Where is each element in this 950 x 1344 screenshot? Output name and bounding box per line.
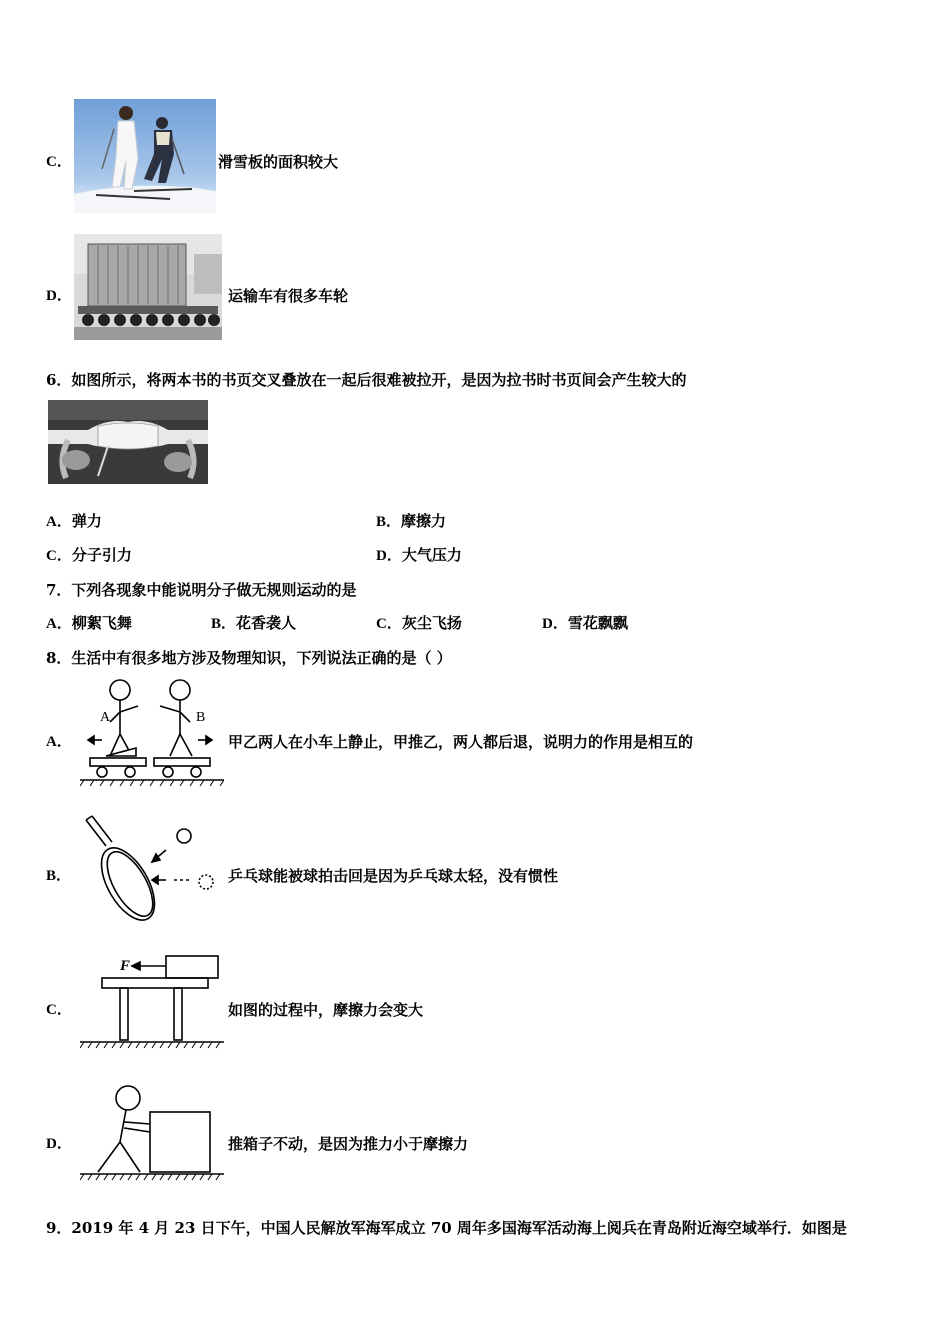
skier-photo [74,99,216,213]
pushing-box-figure [80,1080,224,1190]
person-a-label: A [100,710,111,725]
q6-option-c [46,546,132,566]
q8-option-a-text: 甲乙两人在小车上静止，甲推乙，两人都后退，说明力的作用是相互的 [228,733,694,751]
person-b-label: B [196,710,206,725]
q7-option-d [542,614,628,634]
q8-stem: 8．生活中有很多地方涉及物理知识，下列说法正确的是（ ） [46,649,452,667]
q6-option-a-label: A． [46,514,72,530]
option-d-label: D． [46,288,72,304]
transport-truck-photo [74,234,222,340]
q8-option-c-text: 如图的过程中，摩擦力会变大 [228,1001,424,1019]
q6-option-d-text: 大气压力 [401,548,462,564]
q7-option-c [376,614,462,634]
q7-option-c-text: 灰尘飞扬 [401,616,462,632]
force-label: F [120,958,131,974]
q8-option-d-text: 推箱子不动，是因为推力小于摩擦力 [228,1135,469,1153]
q6-stem: 6．如图所示，将两本书的书页交叉叠放在一起后很难被拉开，是因为拉书时书页间会产生较大的 [46,371,687,389]
q8-option-d-label: D． [46,1136,72,1152]
q8-option-a-label: A． [46,734,72,750]
q7-option-a-text: 柳絮飞舞 [71,616,132,632]
option-d-text: 运输车有很多车轮 [228,287,349,305]
interleaved-books-photo [48,400,208,484]
q6-option-b [376,512,446,532]
q8-option-c-label: C． [46,1002,72,1018]
q8-option-b-text: 乒乓球能被球拍击回是因为乒乓球太轻，没有惯性 [228,867,559,885]
q7-option-b [211,614,296,634]
q7-option-a [46,614,132,634]
q7-option-a-label: A． [46,616,72,632]
q6-option-a-text: 弹力 [71,514,102,530]
q6-option-c-text: 分子引力 [71,548,132,564]
q6-option-b-text: 摩擦力 [401,514,447,530]
option-c-label: C． [46,154,72,170]
two-people-carts-figure [80,676,224,788]
ping-pong-paddle-figure [80,814,220,924]
option-c-text: 滑雪板的面积较大 [218,153,339,171]
q7-option-b-text: 花香袭人 [236,616,297,632]
q7-option-c-label: C． [376,616,402,632]
q7-option-d-text: 雪花飘飘 [567,616,628,632]
box-on-table-figure [80,950,224,1058]
q8-option-b-label: B． [46,868,72,884]
q7-stem: 7．下列各现象中能说明分子做无规则运动的是 [46,581,357,599]
q6-option-d [376,546,462,566]
q6-option-d-label: D． [376,548,402,564]
q7-option-b-label: B． [211,616,237,632]
q9-stem: 9．2019 年 4 月 23 日下午，中国人民解放军海军成立 70 周年多国海军活动海上阅兵在青岛附近海空域举行．如图是 [46,1219,847,1237]
q6-option-b-label: B． [376,514,402,530]
q6-option-a [46,512,102,532]
q6-option-c-label: C． [46,548,72,564]
q7-option-d-label: D． [542,616,568,632]
